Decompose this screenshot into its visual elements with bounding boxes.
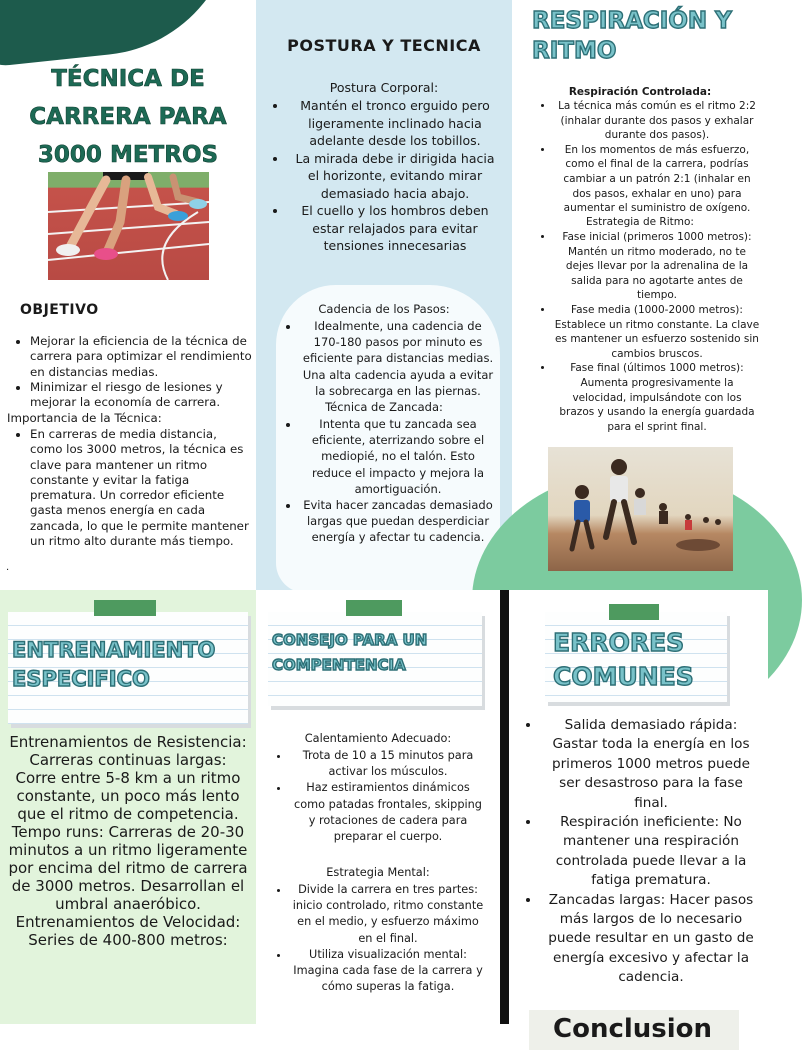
- stride-item: • Intenta que tu zancada sea eficiente, aterrizando sobre el mediopié, no el talón. Esto reduce el impacto y mejora la amortiguación.: [300, 416, 496, 497]
- warmup-heading: Calentamiento Adecuado:: [304, 732, 452, 745]
- stride-heading: Técnica de Zancada:: [325, 400, 443, 414]
- fold-divider: [500, 590, 509, 1024]
- training-line: Series de 400-800 metros:: [28, 931, 228, 949]
- panel5-title-line: CONSEJO PARA UN: [272, 631, 428, 649]
- strategy-item: • Fase final (últimos 1000 metros): Aumenta progresivamente la velocidad, impulsándote con los brazos y usando la energía guardada para el sprint final.: [554, 361, 760, 434]
- corner-blob-decoration: [0, 0, 248, 69]
- objective-list: [12, 334, 252, 410]
- panel3-title-line: RESPIRACIÓN Y: [532, 8, 732, 34]
- panel-tecnica: [0, 0, 256, 590]
- stride-list: [282, 416, 496, 546]
- panel-respiracion: [512, 0, 768, 590]
- panel2-title: POSTURA Y TECNICA: [287, 36, 481, 55]
- panel3-title: [532, 6, 768, 66]
- warmup-item: • Trota de 10 a 15 minutos para activar los músculos.: [290, 748, 486, 780]
- panel3-title-line: RITMO: [532, 38, 617, 64]
- panel5-title-line: COMPENTENCIA: [272, 656, 406, 674]
- mental-item: • Divide la carrera en tres partes: inicio controlado, ritmo constante en el medio, y esfuerzo máximo en el final.: [290, 882, 486, 947]
- objective-heading: OBJETIVO: [20, 302, 99, 318]
- objective-item: • Mejorar la eficiencia de la técnica de carrera para optimizar el rendimiento en distancias medias.: [30, 334, 252, 380]
- objective-item: • Minimizar el riesgo de lesiones y mejorar la economía de carrera.: [30, 380, 252, 411]
- training-line: Entrenamientos de Resistencia:: [9, 733, 247, 751]
- posture-item: • Mantén el tronco erguido pero ligeramente inclinado hacia adelante desde los tobillos.: [288, 97, 502, 150]
- conclusion-heading: Conclusion: [553, 1014, 713, 1044]
- track-runners-photo: [48, 172, 209, 280]
- panel1-title-line: TÉCNICA DE: [51, 66, 205, 92]
- panel4-title-line: ESPECIFICO: [12, 667, 150, 691]
- breath-item: • En los momentos de más esfuerzo, como el final de la carrera, podrías cambiar a un patrón 2:1 (inhalar en dos pasos, exhalar en uno) para aumentar el suministro de oxígeno.: [554, 143, 760, 216]
- panel-entrenamiento: [0, 590, 256, 1024]
- panel4-title: [12, 636, 252, 694]
- error-item: • Respiración ineficiente: No mantener una respiración controlada puede llevar a la fatiga prematura.: [541, 813, 761, 891]
- training-line: Tempo runs: Carreras de 20-30 minutos a un ritmo ligeramente por encima del ritmo de carrera de 3000 metros. Desarrollan el umbral anaeróbico.: [8, 823, 248, 913]
- mental-item: • Utiliza visualización mental: Imagina cada fase de la carrera y cómo superas la fatiga.: [290, 947, 486, 996]
- training-line: Entrenamientos de Velocidad:: [15, 913, 241, 931]
- breath-item: • La técnica más común es el ritmo 2:2 (inhalar durante dos pasos y exhalar durante dos pasos).: [554, 99, 760, 143]
- cadence-heading: Cadencia de los Pasos:: [318, 302, 450, 316]
- error-item: • Zancadas largas: Hacer pasos más largos de lo necesario puede resultar en un gasto de energía excesivo y afectar la cadencia.: [541, 891, 761, 988]
- trailing-dot: .: [6, 562, 10, 573]
- errors-list: [523, 716, 761, 988]
- warmup-list: [272, 748, 486, 845]
- tape-strip: [346, 600, 402, 616]
- strategy-heading: Estrategia de Ritmo:: [586, 216, 694, 228]
- strategy-item: • Fase inicial (primeros 1000 metros): Mantén un ritmo moderado, no te dejes llevar por la adrenalina de la salida para no agotarte antes de tiempo.: [554, 230, 760, 303]
- panel6-title-line: COMUNES: [553, 662, 694, 691]
- posture-heading: Postura Corporal:: [329, 80, 439, 95]
- panel1-title: [0, 60, 256, 174]
- error-item: • Salida demasiado rápida: Gastar toda la energía en los primeros 1000 metros puede ser desastroso para la fase final.: [541, 716, 761, 813]
- posture-list: [270, 97, 502, 255]
- strategy-item: • Fase media (1000-2000 metros): Establece un ritmo constante. La clave es mantener un esfuerzo sostenido sin cambios bruscos.: [554, 303, 760, 361]
- mental-list: [272, 882, 486, 995]
- panel4-title-line: ENTRENAMIENTO: [12, 638, 216, 662]
- panel-consejo: [256, 590, 500, 1024]
- posture-item: • La mirada debe ir dirigida hacia el horizonte, evitando mirar demasiado hacia abajo.: [288, 150, 502, 203]
- cadence-list: [282, 318, 496, 399]
- training-line: Carreras continuas largas: Corre entre 5-8 km a un ritmo constante, un poco más lento que el ritmo de competencia.: [15, 751, 241, 823]
- panel5-title: [272, 628, 492, 678]
- training-text: [8, 733, 248, 949]
- panel6-title-line: ERRORES: [553, 628, 685, 657]
- panel6-title: [553, 626, 753, 694]
- warmup-item: • Haz estiramientos dinámicos como patadas frontales, skipping y rotaciones de cadera para preparar el cuerpo.: [290, 780, 486, 845]
- strategy-list: [536, 230, 760, 434]
- panel1-title-line: CARRERA PARA: [29, 104, 227, 130]
- breath-list: [536, 99, 760, 216]
- sunset-runners-photo: [548, 447, 733, 571]
- tape-strip: [609, 604, 659, 620]
- panel-postura: [256, 0, 512, 590]
- posture-item: • El cuello y los hombros deben estar relajados para evitar tensiones innecesarias: [288, 202, 502, 255]
- panel1-title-line: 3000 METROS: [37, 142, 219, 168]
- importance-heading: Importancia de la Técnica:: [7, 411, 162, 425]
- breath-heading: Respiración Controlada:: [568, 86, 712, 98]
- panel-errores: [509, 590, 768, 1044]
- mental-heading: Estrategia Mental:: [326, 866, 430, 879]
- cadence-item: • Idealmente, una cadencia de 170-180 pasos por minuto es eficiente para distancias medias. Una alta cadencia ayuda a evitar la sobrecarga en las piernas.: [300, 318, 496, 399]
- stride-item: • Evita hacer zancadas demasiado largas que puedan desperdiciar energía y afectar tu cadencia.: [300, 497, 496, 546]
- importance-item: • En carreras de media distancia, como los 3000 metros, la técnica es clave para mantener un ritmo constante y evitar la fatiga prematura. Un corredor eficiente gasta menos energía en cada zancada, lo que le permite mantener un ritmo alto durante más tiempo.: [30, 427, 252, 549]
- importance-list: [12, 427, 252, 549]
- tape-strip: [94, 600, 156, 616]
